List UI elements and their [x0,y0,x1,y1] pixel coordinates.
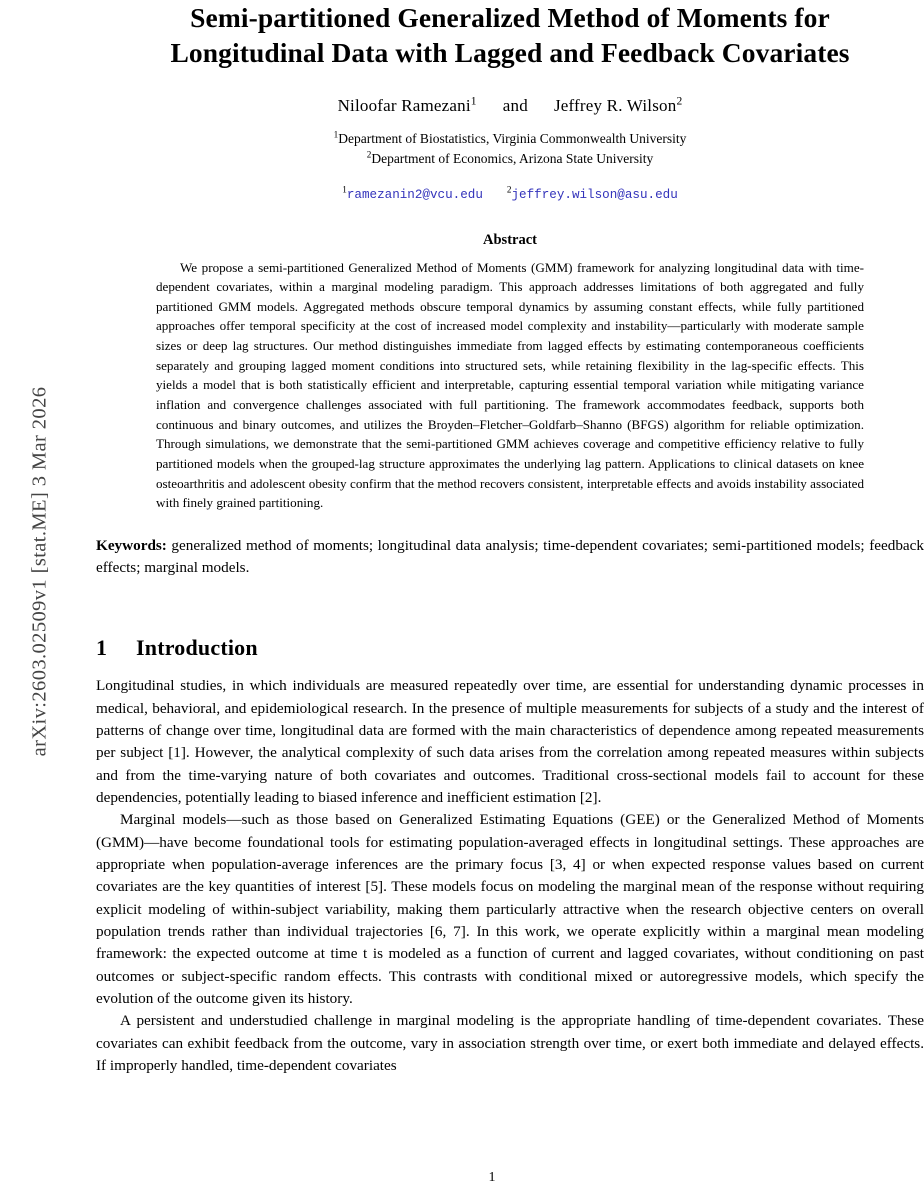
page-title [96,0,924,70]
author-conjunction: and [502,96,528,116]
author-list [96,96,924,116]
email-link-1[interactable]: ramezanin2@vcu.edu [346,187,483,202]
affiliation-2 [96,149,924,169]
keywords-text: generalized method of moments; longitudinal data analysis; time-dependent covariates; semi-partitioned models; feedback effects; marginal models. [96,536,924,577]
paragraph-2: Marginal models—such as those based on Generalized Estimating Equations (GEE) or the Generalized Method of Moments (GMM)—have become foundational tools for estimating population-averaged effects in longitudinal settings. These approaches are appropriate when population-average inferences are the primary focus [3, 4] or when expected response values based on current covariates are the key quantities of interest [5]. These models focus on modeling the marginal mean of the response without requiring explicit modeling of within-subject variability, making them particularly attractive when the research objective centers on overall population trends rather than individual trajectories [6, 7]. In this work, we operate explicitly within a marginal mean modeling framework: the expected outcome at time t is modeled as a function of current and lagged covariates, without conditioning on past outcomes or subject-specific random effects. This contrasts with conditional mixed or autoregressive models, which specify the evolution of the outcome given its history. [96,811,924,1008]
keywords-label: Keywords: [96,536,167,554]
section-heading [96,635,924,661]
affiliation-text-2: Department of Economics, Arizona State University [371,150,654,166]
email-marker-1: 1 [342,184,347,194]
arxiv-stamp [0,0,56,1200]
affiliation-1 [96,129,924,149]
section-number: 1 [96,635,108,661]
author-affil-marker-1: 1 [470,94,477,108]
email-link-2[interactable]: jeffrey.wilson@asu.edu [511,187,678,202]
abstract-section [156,232,864,513]
paragraph-3: A persistent and understudied challenge in marginal modeling is the appropriate handling of time-dependent covariates. These covariates can exhibit feedback from the outcome, vary in association strength over time, or exert both immediate and delayed effects. If improperly handled, time-dependent covariates [96,1012,924,1075]
keywords-line [96,535,924,579]
author-affil-marker-2: 2 [676,94,683,108]
arxiv-stamp-text: arXiv:2603.02509v1 [stat.ME] 3 Mar 2026 [28,386,51,757]
paper-page [60,0,924,1200]
author-name-1: Niloofar Ramezani [337,96,471,116]
affiliation-marker-1: 1 [333,129,339,140]
author-name-2: Jeffrey R. Wilson [553,96,677,116]
affiliation-marker-2: 2 [366,149,372,160]
affiliation-list [96,129,924,168]
title-line-2: Longitudinal Data with Lagged and Feedback Covariates [170,37,850,69]
title-line-1: Semi-partitioned Generalized Method of Moments for [190,2,830,33]
email-list [96,186,924,202]
section-title: Introduction [136,635,258,661]
abstract-text: We propose a semi-partitioned Generalized Method of Moments (GMM) framework for analyzing longitudinal data with time-dependent covariates, within a marginal modeling paradigm. This approach addresses limitations of both aggregated and fully partitioned GMM models. Aggregated methods obscure temporal dynamics by assuming constant effects, while fully partitioned approaches offer temporal specificity at the cost of increased model complexity and instability—particularly with moderate sample sizes or deep lag structures. Our method distinguishes immediate from lagged effects by estimating contemporaneous coefficients separately and grouping lagged moment conditions into structured sets, while retaining flexibility in the lag-specific effects. This yields a model that is both statistically efficient and interpretable, capturing essential temporal variation while mitigating variance inflation and convergence challenges associated with full partitioning. The framework accommodates feedback, supports both continuous and binary outcomes, and utilizes the Broyden–Fletcher–Goldfarb–Shanno (BFGS) algorithm for reliable optimization. Through simulations, we demonstrate that the semi-partitioned GMM achieves coverage and competitive efficiency relative to fully partitioned models when the grouped-lag structure approximates the underlying lag pattern. Applications to clinical datasets on knee osteoarthritis and adolescent obesity confirm that the method recovers consistent, interpretable effects and avoids instability associated with finely grained partitioning. [156,259,864,511]
page-number: 1 [488,1170,496,1185]
paper-content [96,0,924,1077]
abstract-heading: Abstract [483,231,537,248]
email-marker-2: 2 [506,184,512,194]
paragraph-1: Longitudinal studies, in which individuals are measured repeatedly over time, are essential for understanding dynamic processes in medical, behavioral, and epidemiological research. In the presence of multiple measurements for subjects of a study and the interest of patterns of change over time, longitudinal data are formed with the main characteristics of dependence among repeated measurements per subject [1]. However, the analytical complexity of such data arises from the correlation among repeated measures within subjects and from the time-varying nature of both covariates and outcomes. Traditional cross-sectional models fail to account for these dependencies, potentially leading to biased inference and inefficient estimation [2]. [96,677,924,806]
affiliation-text-1: Department of Biostatistics, Virginia Commonwealth University [338,131,687,147]
